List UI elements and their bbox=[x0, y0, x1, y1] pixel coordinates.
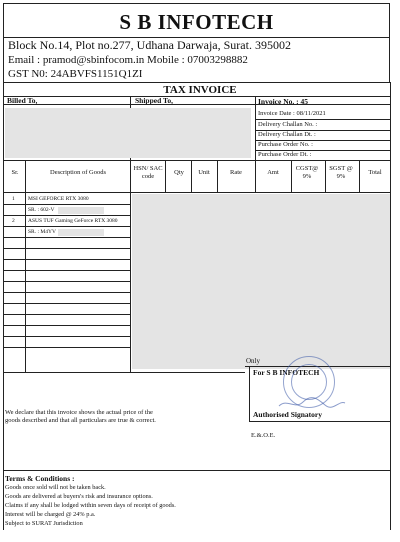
terms-title: Terms & Conditions : bbox=[5, 474, 75, 483]
col-hsn: HSN/ SAC code bbox=[133, 165, 163, 180]
divider bbox=[130, 192, 131, 372]
row-1-serial: SR. : 602-V bbox=[28, 207, 55, 213]
col-qty: Qty bbox=[174, 169, 184, 176]
divider bbox=[217, 160, 218, 192]
company-gst: GST N0: 24ABVFS1151Q1ZI bbox=[8, 68, 143, 80]
purchase-order-no: Purchase Order No. : bbox=[258, 141, 313, 148]
col-amt: Amt bbox=[267, 169, 279, 176]
eoe: E.&.O.E. bbox=[251, 432, 276, 439]
delivery-challan-no: Delivery Challan No. : bbox=[258, 121, 318, 128]
divider bbox=[325, 160, 326, 192]
invoice-number: Invoice No. : 45 bbox=[258, 97, 308, 106]
divider bbox=[249, 366, 250, 422]
purchase-order-dt: Purchase Order Dt. : bbox=[258, 151, 312, 158]
col-sgst: SGST @ 9% bbox=[329, 165, 353, 180]
divider bbox=[255, 160, 256, 192]
divider bbox=[3, 303, 130, 304]
signature bbox=[277, 396, 347, 410]
authorised-signatory: Authorised Signatory bbox=[253, 410, 322, 419]
term-3: Claims if any shall be lodged within seven days of receipt of goods. bbox=[5, 502, 176, 509]
divider bbox=[3, 292, 130, 293]
divider bbox=[359, 160, 360, 192]
col-total: Total bbox=[368, 169, 382, 176]
divider bbox=[191, 160, 192, 192]
redacted-party-details bbox=[5, 108, 251, 158]
divider bbox=[3, 372, 245, 373]
divider bbox=[3, 226, 130, 227]
delivery-challan-dt: Delivery Challan Dt. : bbox=[258, 131, 316, 138]
divider bbox=[249, 421, 390, 422]
divider bbox=[390, 82, 391, 530]
company-name: S B INFOTECH bbox=[119, 10, 274, 34]
divider bbox=[3, 160, 390, 161]
divider bbox=[3, 96, 390, 97]
amount-in-words-suffix: Only bbox=[246, 357, 260, 365]
billed-to-label: Billed To, bbox=[7, 96, 38, 105]
divider bbox=[3, 82, 4, 530]
divider bbox=[3, 336, 130, 337]
term-4: Interest will be charged @ 24% p.a. bbox=[5, 511, 96, 518]
company-stamp-inner bbox=[291, 364, 327, 400]
invoice-title: TAX INVOICE bbox=[163, 84, 237, 96]
row-2-description: ASUS TUF Gaming GeForce RTX 3080 bbox=[28, 218, 118, 224]
col-sr: Sr. bbox=[11, 169, 19, 176]
company-email: Email : pramod@sbinfocom.in Mobile : 07003298882 bbox=[8, 54, 248, 66]
divider bbox=[3, 259, 130, 260]
row-1-description: MSI GEFORCE RTX 3080 bbox=[28, 196, 89, 202]
shipped-to-label: Shipped To, bbox=[135, 96, 173, 105]
divider bbox=[3, 270, 130, 271]
redacted-amounts bbox=[132, 194, 390, 369]
declaration-line-2: goods described and that all particulars are true & correct. bbox=[5, 417, 156, 424]
divider bbox=[3, 215, 130, 216]
redacted-serial bbox=[58, 229, 104, 236]
divider bbox=[3, 204, 130, 205]
divider bbox=[3, 104, 390, 105]
col-cgst: CGST@ 9% bbox=[295, 165, 319, 180]
invoice-date: Invoice Date : 08/11/2021 bbox=[258, 110, 326, 117]
col-description: Description of Goods bbox=[50, 169, 106, 176]
divider bbox=[3, 237, 130, 238]
col-rate: Rate bbox=[230, 169, 242, 176]
redacted-serial bbox=[58, 207, 104, 214]
col-unit: Unit bbox=[198, 169, 210, 176]
divider bbox=[3, 82, 390, 83]
divider bbox=[3, 325, 130, 326]
row-1-sr: 1 bbox=[12, 196, 15, 202]
term-1: Goods once sold will not be taken back. bbox=[5, 484, 106, 491]
divider bbox=[3, 192, 390, 193]
company-address: Block No.14, Plot no.277, Udhana Darwaja, Surat. 395002 bbox=[8, 38, 291, 52]
term-5: Subject to SURAT Jurisdiction bbox=[5, 520, 83, 527]
divider bbox=[255, 119, 390, 120]
term-2: Goods are delivered at buyers's risk and insurance options. bbox=[5, 493, 153, 500]
divider bbox=[130, 160, 131, 192]
divider bbox=[165, 160, 166, 192]
row-2-sr: 2 bbox=[12, 218, 15, 224]
row-2-serial: SR. : M4YV bbox=[28, 229, 56, 235]
divider bbox=[3, 281, 130, 282]
divider bbox=[25, 160, 26, 372]
divider bbox=[3, 470, 390, 471]
divider bbox=[291, 160, 292, 192]
divider bbox=[3, 314, 130, 315]
divider bbox=[3, 347, 130, 348]
divider bbox=[3, 248, 130, 249]
for-company: For S B INFOTECH bbox=[253, 368, 320, 377]
declaration-line-1: We declare that this invoice shows the actual price of the bbox=[5, 409, 153, 416]
